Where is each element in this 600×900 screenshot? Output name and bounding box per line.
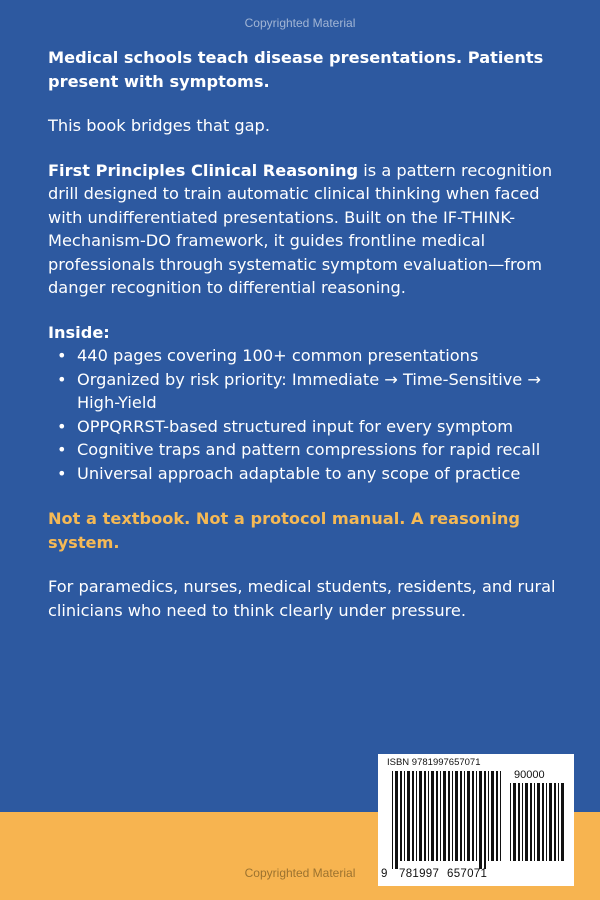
- audience-text: For paramedics, nurses, medical students, residents, and rural clinicians who need to think clearly under pressure.: [48, 577, 556, 620]
- barcode-bar: [440, 771, 441, 861]
- barcode-bar: [431, 771, 434, 861]
- isbn-digit-group-2: 657071: [447, 868, 488, 880]
- barcode-bar: [404, 771, 405, 861]
- book-title: First Principles Clinical Reasoning: [48, 160, 359, 180]
- feature-item: • Organized by risk priority: Immediate → Time-Sensitive → High-Yield: [77, 368, 558, 415]
- barcode-bars: [392, 771, 504, 869]
- barcode-bar: [537, 783, 540, 861]
- barcode-bar: [491, 771, 494, 861]
- watermark-top: Copyrighted Material: [244, 16, 356, 30]
- barcode-bar: [496, 771, 498, 861]
- barcode-bar: [428, 771, 429, 861]
- barcode-bar: [448, 771, 450, 861]
- barcode-bar: [407, 771, 410, 861]
- watermark-bottom: Copyrighted Material: [244, 866, 356, 880]
- barcode-bar: [500, 771, 501, 861]
- barcode-bar: [561, 783, 564, 861]
- feature-item: • Cognitive traps and pattern compressions for rapid recall: [77, 438, 558, 462]
- feature-item: • 440 pages covering 100+ common presentations: [77, 344, 558, 368]
- barcode-bar: [554, 783, 556, 861]
- barcode-bar: [392, 771, 393, 869]
- barcode-bar: [424, 771, 426, 861]
- barcode-bar: [513, 783, 516, 861]
- addon-barcode-bars: [510, 783, 568, 869]
- barcode-bar: [534, 783, 535, 861]
- barcode-bar: [455, 771, 458, 861]
- barcode-bar: [546, 783, 547, 861]
- barcode-bar: [472, 771, 474, 861]
- barcode-bar: [460, 771, 462, 861]
- barcode-bar: [416, 771, 417, 861]
- barcode-bar: [452, 771, 453, 861]
- barcode-bar: [464, 771, 465, 861]
- barcode-bar: [395, 771, 398, 869]
- barcode-bar: [412, 771, 414, 861]
- barcode-bar: [476, 771, 477, 861]
- barcode-bar: [549, 783, 552, 861]
- barcode-bar: [542, 783, 544, 861]
- barcode-bar: [518, 783, 520, 861]
- barcode-bar: [510, 783, 511, 861]
- barcode-bar: [530, 783, 532, 861]
- barcode-bar: [484, 771, 486, 869]
- feature-item: • Universal approach adaptable to any scope of practice: [77, 462, 558, 486]
- feature-item: • OPPQRRST-based structured input for every symptom: [77, 415, 558, 439]
- barcode-bar: [558, 783, 559, 861]
- description-paragraph: [48, 159, 558, 300]
- description-body: is a pattern recognition drill designed to train automatic clinical thinking when faced with undifferentiated presentations. Built on the IF-THINK-Mechanism-DO framework, it guides frontline medical professionals through systematic symptom evaluation—from danger recognition to differential reasoning.: [48, 160, 553, 297]
- isbn-digit-first: 9: [381, 868, 388, 880]
- barcode-bar: [467, 771, 470, 861]
- feature-list: [48, 344, 558, 485]
- intro-text: Medical schools teach disease presentations. Patients present with symptoms.: [48, 48, 544, 91]
- isbn-digit-group-1: 781997: [399, 868, 440, 880]
- barcode-bar: [419, 771, 422, 861]
- barcode-bar: [525, 783, 528, 861]
- barcode-bar: [488, 771, 489, 861]
- cover-text: [48, 46, 558, 622]
- barcode-bar: [400, 771, 402, 861]
- bridge-text: This book bridges that gap.: [48, 116, 270, 135]
- barcode-bar: [522, 783, 523, 861]
- barcode-bar: [479, 771, 482, 869]
- barcode-bar: [443, 771, 446, 861]
- price-code: 90000: [514, 769, 545, 781]
- inside-heading: Inside:: [48, 322, 110, 342]
- tagline: Not a textbook. Not a protocol manual. A reasoning system.: [48, 509, 521, 552]
- barcode-bar: [436, 771, 438, 861]
- isbn-label: ISBN 9781997657071: [387, 757, 481, 768]
